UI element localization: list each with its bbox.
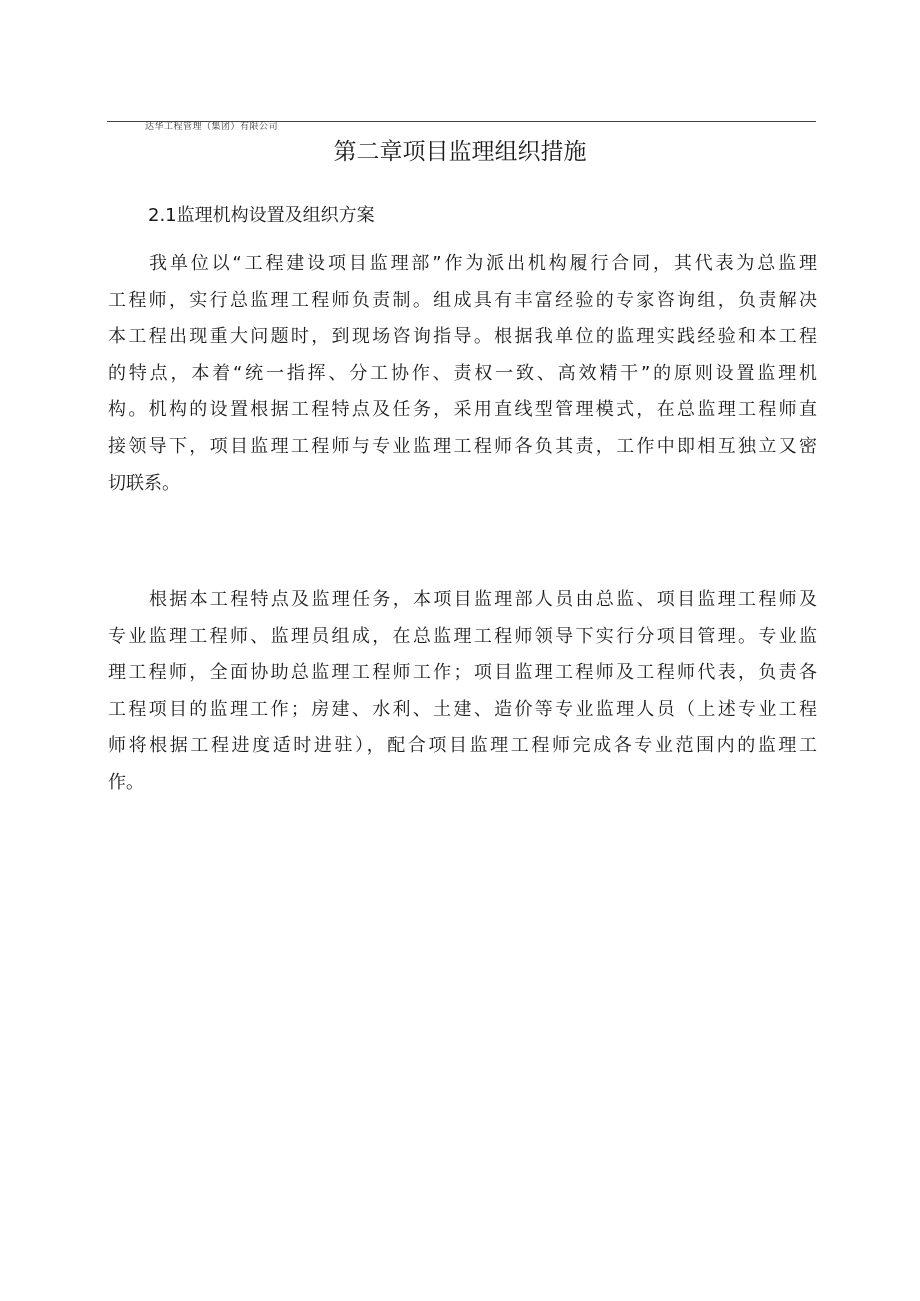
paragraph-line: 师将根据工程进度适时进驻），配合项目监理工程师完成各专业范围内的监理工 (108, 735, 817, 757)
paragraph-line: 工程师，实行总监理工程师负责制。组成具有丰富经验的专家咨询组，负责解决 (108, 289, 817, 311)
chapter-title: 第二章项目监理组织措施 (333, 139, 587, 165)
paragraph-line: 构。机构的设置根据工程特点及任务，采用直线型管理模式，在总监理工程师直 (108, 399, 817, 421)
paragraph-line: 工程项目的监理工作；房建、水利、土建、造价等专业监理人员（上述专业工程 (108, 698, 817, 720)
paragraph-line: 根据本工程特点及监理任务，本项目监理部人员由总监、项目监理工程师及 (149, 589, 817, 610)
paragraph-1 (108, 246, 817, 502)
header-company-name: 达华工程管理（集团）有限公司 (145, 122, 279, 132)
section-title: 2.1监理机构设置及组织方案 (148, 205, 375, 226)
paragraph-line: 的特点，本着“统一指挥、分工协作、责权一致、高效精干”的原则设置监理机 (108, 362, 817, 384)
paragraph-line: 理工程师，全面协助总监理工程师工作；项目监理工程师及工程师代表，负责各 (108, 662, 817, 684)
paragraph-line: 我单位以“工程建设项目监理部”作为派出机构履行合同，其代表为总监理 (149, 253, 817, 274)
paragraph-line: 专业监理工程师、监理员组成，在总监理工程师领导下实行分项目管理。专业监 (108, 625, 817, 647)
paragraph-line: 本工程出现重大问题时，到现场咨询指导。根据我单位的监理实践经验和本工程 (108, 326, 817, 348)
paragraph-2 (108, 582, 817, 802)
paragraph-line: 作。 (108, 771, 144, 793)
paragraph-line: 切联系。 (108, 472, 180, 494)
paragraph-line: 接领导下，项目监理工程师与专业监理工程师各负其责，工作中即相互独立又密 (108, 435, 817, 457)
